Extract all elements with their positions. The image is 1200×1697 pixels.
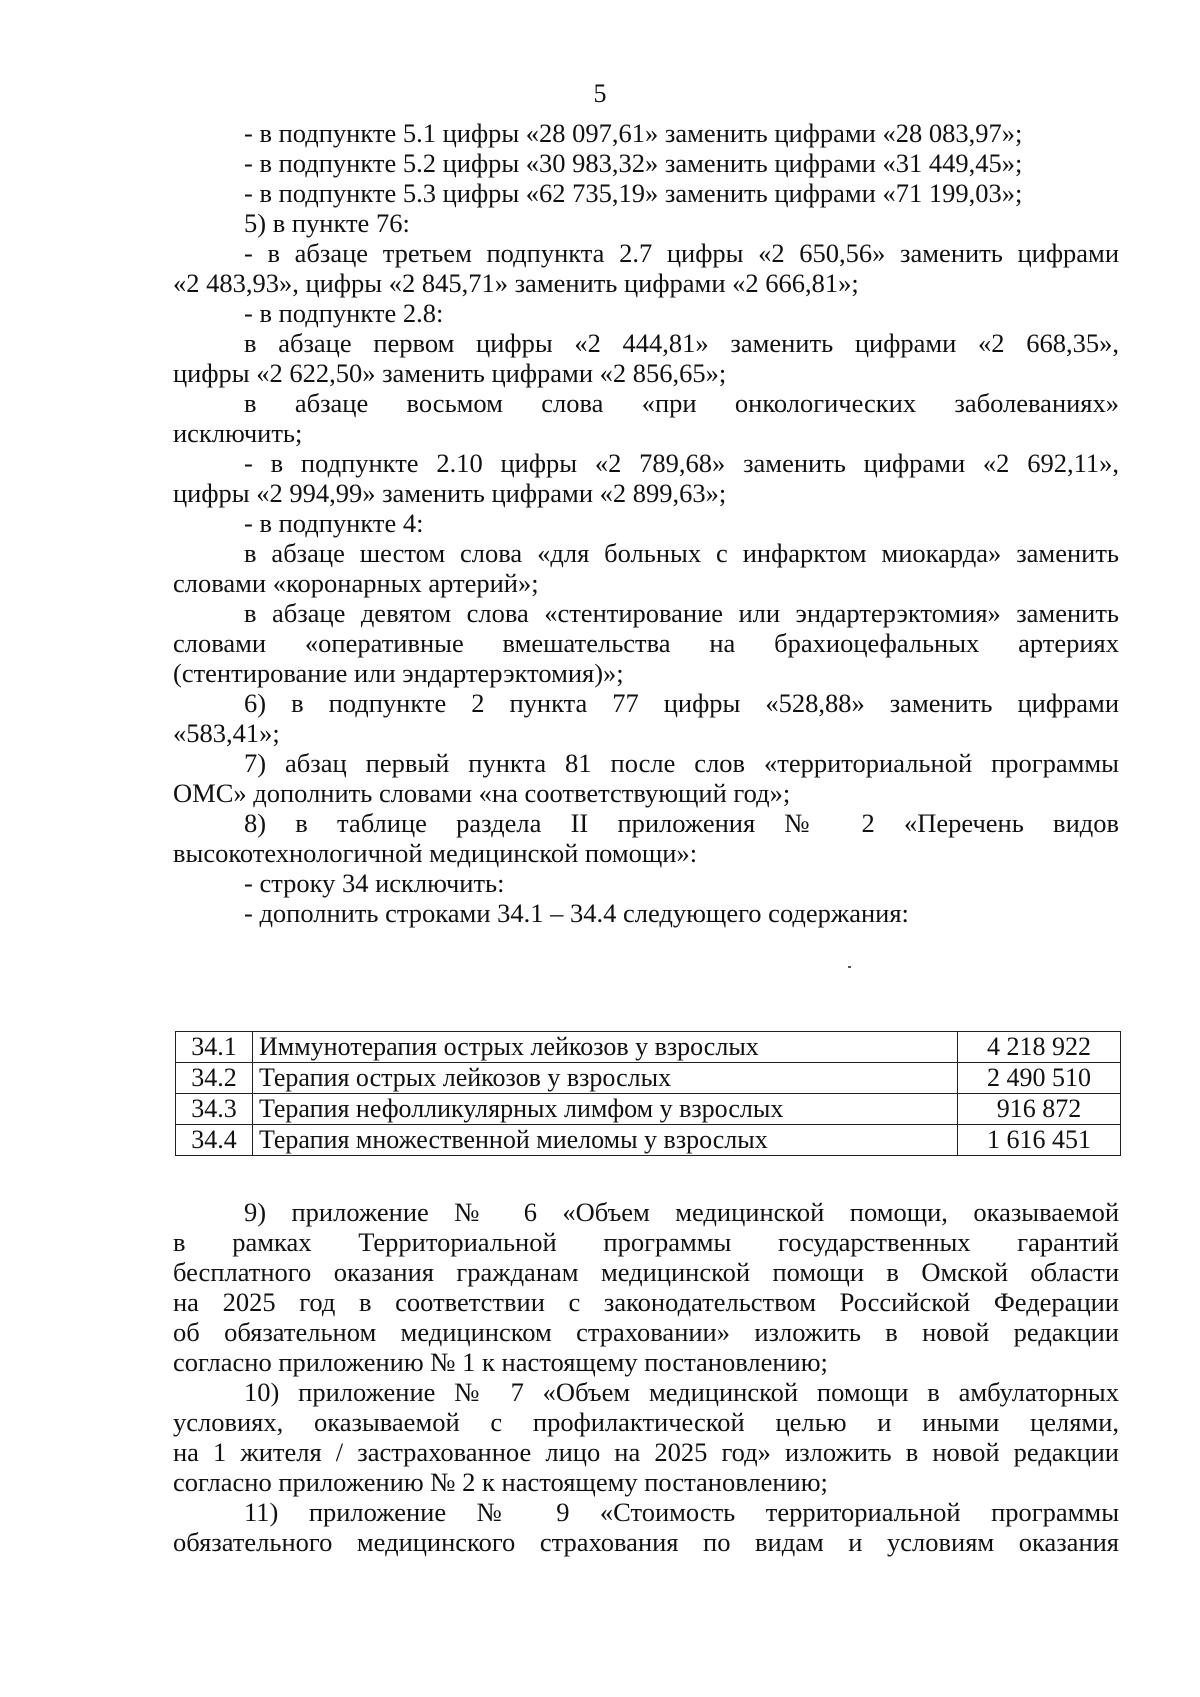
text-line: на 2025 год в соответствии с законодательством Российской Федерации [173,1287,1119,1317]
text-line: словами «коронарных артерий»; [173,568,539,598]
row-value: 1 616 451 [958,1125,1121,1156]
text-line: обязательного медицинского страхования по видам и условиям оказания [173,1527,1119,1557]
table-row [176,1063,1121,1094]
text-line: словами «оперативные вмешательства на брахиоцефальных артериях [173,628,1119,658]
text-line: бесплатного оказания гражданам медицинской помощи в Омской области [173,1257,1119,1287]
row-code: 34.1 [176,1032,253,1063]
text-line: 5) в пункте 76: [244,208,410,238]
row-code: 34.4 [176,1125,253,1156]
row-name: Терапия множественной миеломы у взрослых [253,1125,958,1156]
text-line: условиях, оказываемой с профилактической целью и иными целями, [173,1407,1119,1437]
text-line: в абзаце девятом слова «стентирование или эндартерэктомия» заменить [244,598,1119,628]
text-line: 8) в таблице раздела II приложения № 2 «Перечень видов [244,808,1119,838]
text-line: в абзаце восьмом слова «при онкологических заболеваниях» [244,388,1119,418]
text-line: «2 483,93», цифры «2 845,71» заменить цифрами «2 666,81»; [173,268,859,298]
row-name: Терапия нефолликулярных лимфом у взрослых [253,1094,958,1125]
text-line: - дополнить строками 34.1 – 34.4 следующего содержания: [244,898,909,928]
table-row [176,1125,1121,1156]
text-line: - в подпункте 2.10 цифры «2 789,68» заменить цифрами «2 692,11», [244,448,1119,478]
page-number: 5 [593,79,607,108]
scan-speck [848,966,851,968]
row-value: 916 872 [958,1094,1121,1125]
text-line: - в подпункте 4: [244,508,424,538]
text-line: исключить; [173,418,303,448]
text-line: 11) приложение № 9 «Стоимость территориальной программы [244,1497,1119,1527]
text-line: в абзаце шестом слова «для больных с инфарктом миокарда» заменить [244,538,1119,568]
row-value: 4 218 922 [958,1032,1121,1063]
text-line: высокотехнологичной медицинской помощи»: [173,838,698,868]
text-line: - в абзаце третьем подпункта 2.7 цифры «2 650,56» заменить цифрами [244,238,1119,268]
text-line: 7) абзац первый пункта 81 после слов «территориальной программы [244,748,1119,778]
row-value: 2 490 510 [958,1063,1121,1094]
text-line: (стентирование или эндартерэктомия)»; [173,658,624,688]
text-line: - в подпункте 5.2 цифры «30 983,32» заменить цифрами «31 449,45»; [244,148,1023,178]
row-code: 34.2 [176,1063,253,1094]
text-line: цифры «2 994,99» заменить цифрами «2 899,63»; [173,478,727,508]
row-name: Терапия острых лейкозов у взрослых [253,1063,958,1094]
text-line: об обязательном медицинском страховании» изложить в новой редакции [173,1317,1119,1347]
text-line: в абзаце первом цифры «2 444,81» заменить цифрами «2 668,35», [244,328,1119,358]
amendment-table [175,1031,1121,1156]
text-line: согласно приложению № 2 к настоящему постановлению; [173,1467,828,1497]
text-line: 9) приложение № 6 «Объем медицинской помощи, оказываемой [244,1197,1119,1227]
row-code: 34.3 [176,1094,253,1125]
table-row [176,1094,1121,1125]
text-line: - в подпункте 5.1 цифры «28 097,61» заменить цифрами «28 083,97»; [244,118,1023,148]
text-line: 6) в подпункте 2 пункта 77 цифры «528,88» заменить цифрами [244,688,1119,718]
text-line: в рамках Территориальной программы государственных гарантий [173,1227,1119,1257]
text-line: - в подпункте 2.8: [244,298,444,328]
row-name: Иммунотерапия острых лейкозов у взрослых [253,1032,958,1063]
text-line: - строку 34 исключить: [244,868,505,898]
text-line: на 1 жителя / застрахованное лицо на 2025 год» изложить в новой редакции [173,1437,1119,1467]
text-line: 10) приложение № 7 «Объем медицинской помощи в амбулаторных [244,1377,1119,1407]
text-line: - в подпункте 5.3 цифры «62 735,19» заменить цифрами «71 199,03»; [244,178,1023,208]
table-row [176,1032,1121,1063]
text-line: ОМС» дополнить словами «на соответствующий год»; [173,778,791,808]
text-line: «583,41»; [173,718,280,748]
text-line: согласно приложению № 1 к настоящему постановлению; [173,1347,828,1377]
text-line: цифры «2 622,50» заменить цифрами «2 856,65»; [173,358,727,388]
